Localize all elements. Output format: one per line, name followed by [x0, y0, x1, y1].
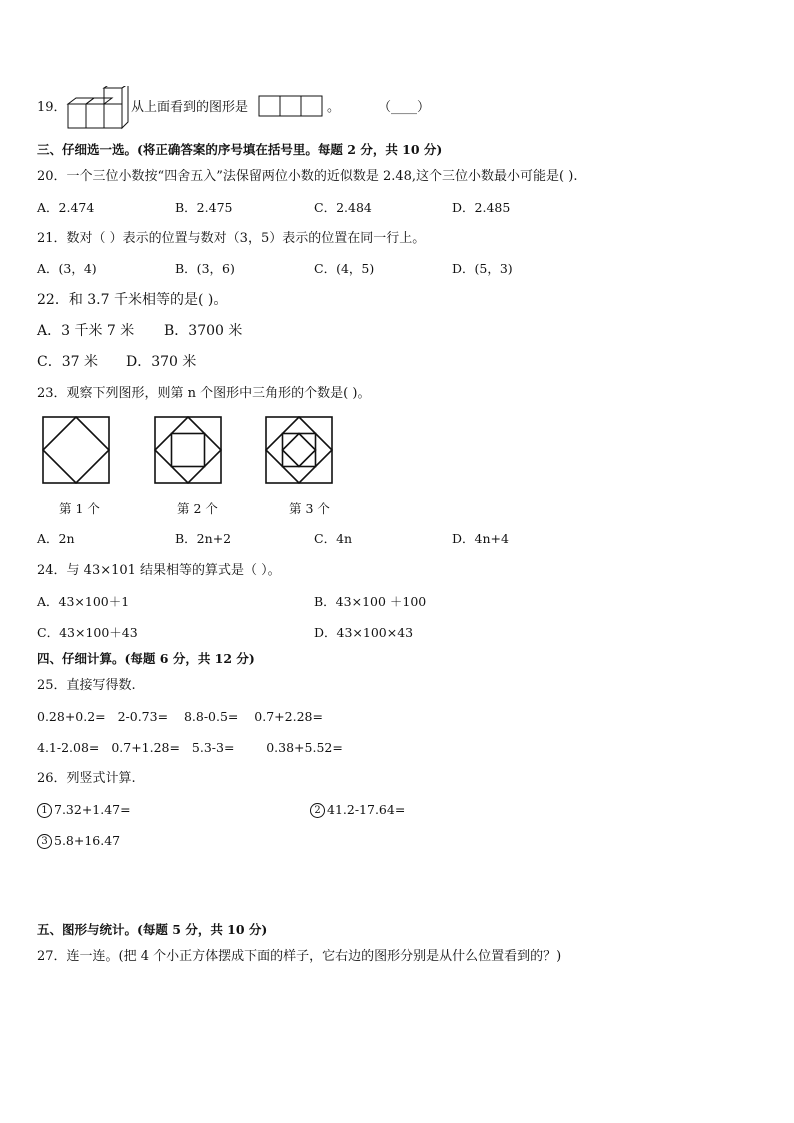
q22-option-d[interactable]: D．370 米 — [126, 354, 197, 370]
q24-option-b[interactable]: B．43×100 ＋100 — [314, 594, 427, 609]
q20-option-b[interactable]: B．2.475 — [175, 200, 233, 215]
q24-text: 24．与 43×101 结果相等的算式是（ ）。 — [37, 563, 281, 578]
q21-text: 21．数对（ ）表示的位置与数对（3，5）表示的位置在同一行上。 — [37, 231, 426, 246]
q23-option-a[interactable]: A．2n — [37, 531, 75, 546]
pattern-caption-3: 第 3 个 — [289, 501, 330, 516]
q23-option-b[interactable]: B．2n+2 — [175, 531, 232, 546]
q23-text: 23．观察下列图形，则第 n 个图形中三角形的个数是( )。 — [37, 386, 371, 401]
cube-stack-figure — [66, 86, 130, 130]
section-5-title: 五、图形与统计。(每题 5 分，共 10 分) — [37, 922, 268, 937]
q20-option-d[interactable]: D．2.485 — [452, 200, 511, 215]
q24-option-d[interactable]: D．43×100×43 — [314, 625, 414, 640]
q22-text: 22．和 3.7 千米相等的是( )。 — [37, 292, 228, 308]
circled-number-1: 1 — [37, 803, 52, 818]
q22-option-c[interactable]: C．37 米 — [37, 354, 98, 370]
q19-text: 从上面看到的图形是 — [131, 100, 249, 115]
pattern-caption-2: 第 2 个 — [177, 501, 218, 516]
q26-item-1 — [37, 801, 131, 819]
q23-option-c[interactable]: C．4n — [314, 531, 353, 546]
q26-text: 26．列竖式计算. — [37, 771, 136, 786]
q21-option-d[interactable]: D．(5，3) — [452, 261, 513, 276]
circled-number-3: 3 — [37, 834, 52, 849]
circled-number-2: 2 — [310, 803, 325, 818]
q21-option-a[interactable]: A．(3，4) — [37, 261, 97, 276]
q26-item-2 — [310, 801, 405, 819]
q26-item-3 — [37, 832, 120, 850]
q20-option-a[interactable]: A．2.474 — [37, 200, 95, 215]
top-view-answer-figure — [258, 95, 324, 117]
pattern-figure-3 — [265, 416, 333, 484]
q24-option-c[interactable]: C．43×100＋43 — [37, 625, 138, 640]
q22-option-b[interactable]: B．3700 米 — [164, 323, 243, 339]
q22-option-a[interactable]: A．3 千米 7 米 — [37, 323, 135, 339]
q25-text: 25．直接写得数. — [37, 678, 136, 693]
q19-number: 19． — [37, 100, 67, 115]
q25-row-1: 0.28+0.2= 2-0.73= 8.8-0.5= 0.7+2.28= — [37, 709, 323, 724]
q20-option-c[interactable]: C．2.484 — [314, 200, 372, 215]
q21-option-b[interactable]: B．(3，6) — [175, 261, 235, 276]
q25-row-2: 4.1-2.08= 0.7+1.28= 5.3-3= 0.38+5.52= — [37, 740, 343, 755]
pattern-figure-2 — [154, 416, 222, 484]
q20-text: 20．一个三位小数按“四舍五入”法保留两位小数的近似数是 2.48,这个三位小数最小可能是( ). — [37, 169, 578, 184]
q19-answer-blank[interactable]: （____） — [378, 100, 431, 115]
q24-option-a[interactable]: A．43×100＋1 — [37, 594, 130, 609]
q26-expr-3: 5.8+16.47 — [54, 833, 121, 848]
q23-option-d[interactable]: D．4n+4 — [452, 531, 509, 546]
q21-option-c[interactable]: C．(4，5) — [314, 261, 375, 276]
q27-text: 27．连一连。(把 4 个小正方体摆成下面的样子，它右边的图形分别是从什么位置看到的？) — [37, 949, 562, 964]
q26-expr-2: 41.2-17.64= — [327, 802, 406, 817]
q19-tail: 。 — [327, 100, 341, 115]
section-4-title: 四、仔细计算。(每题 6 分，共 12 分) — [37, 651, 255, 666]
q26-expr-1: 7.32+1.47= — [54, 802, 131, 817]
section-3-title: 三、仔细选一选。(将正确答案的序号填在括号里。每题 2 分，共 10 分) — [37, 142, 443, 157]
pattern-figure-1 — [42, 416, 110, 484]
pattern-caption-1: 第 1 个 — [59, 501, 100, 516]
